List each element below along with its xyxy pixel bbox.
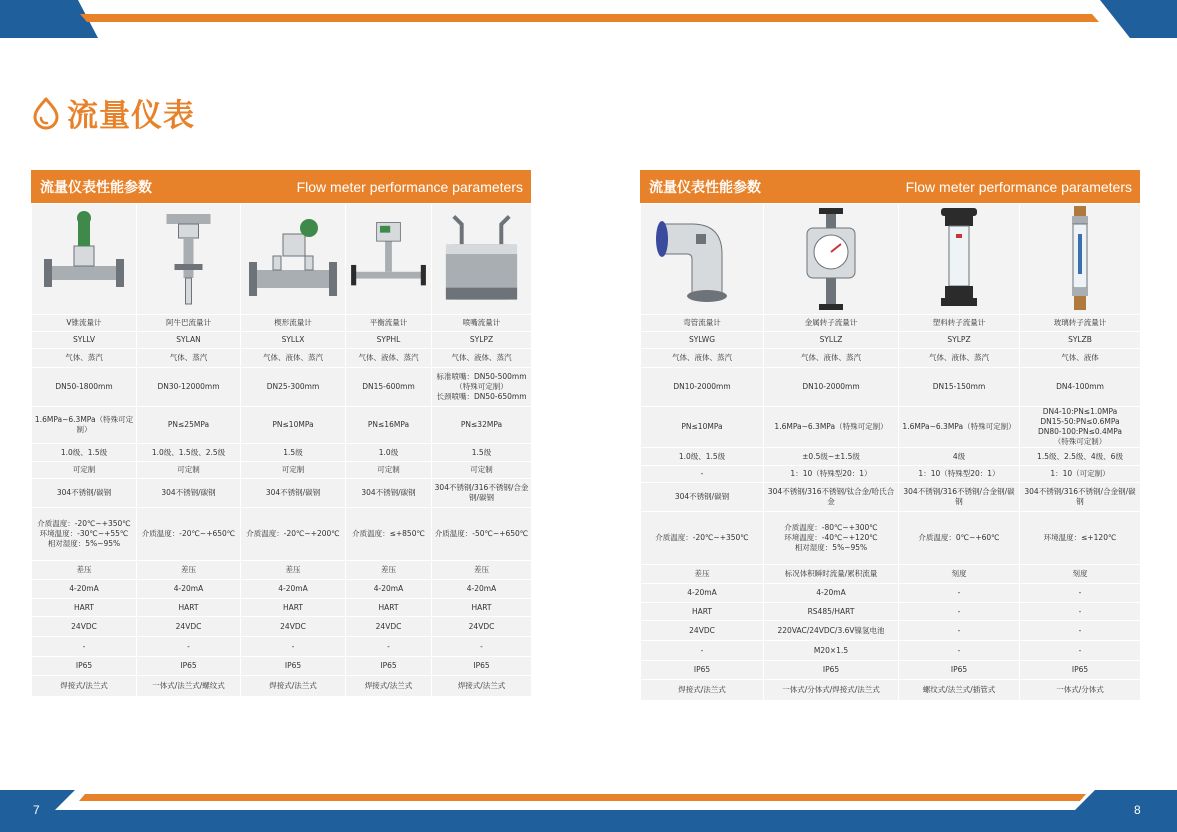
spec-cell: PN≤10MPa <box>241 407 346 444</box>
spec-cell: 焊接式/法兰式 <box>32 676 137 697</box>
header-english-title: Flow meter performance parameters <box>296 178 523 195</box>
spec-row <box>32 561 532 580</box>
spec-cell: - <box>137 637 241 657</box>
spec-cell: 1.0级、1.5级 <box>32 444 137 462</box>
product-image-cell <box>346 204 432 315</box>
spec-cell: RS485/HART <box>764 603 899 621</box>
spec-cell: 304不锈钢/316不锈钢/合金钢/碳钢 <box>899 483 1020 512</box>
spec-row <box>641 332 1141 349</box>
spec-cell: 差压 <box>432 561 532 580</box>
spec-cell: SYLZB <box>1020 332 1141 349</box>
spec-cell: 喷嘴流量计 <box>432 315 532 332</box>
spec-cell: - <box>1020 584 1141 603</box>
spec-cell: - <box>899 584 1020 603</box>
spec-row <box>641 584 1141 603</box>
spec-row <box>32 637 532 657</box>
spec-cell: - <box>32 637 137 657</box>
metal-rotameter-image <box>764 204 898 314</box>
spec-cell: 差压 <box>346 561 432 580</box>
spec-row <box>32 407 532 444</box>
spec-cell: 介质温度：-20℃~+350℃ 环境温度：-30℃~+55℃ 相对湿度：5%~95% <box>32 508 137 561</box>
spec-cell: 1.6MPa~6.3MPa（特殊可定制） <box>32 407 137 444</box>
spec-cell: 焊接式/法兰式 <box>346 676 432 697</box>
right-parameter-panel <box>640 170 1140 701</box>
spec-cell: IP65 <box>1020 661 1141 680</box>
spec-row <box>641 603 1141 621</box>
spec-cell: 4级 <box>899 448 1020 466</box>
spec-cell: 220VAC/24VDC/3.6V镍氢电池 <box>764 621 899 641</box>
v-cone-flowmeter-image <box>32 204 136 314</box>
water-drop-icon <box>30 96 62 130</box>
product-image-row <box>32 204 532 315</box>
spec-cell: 玻璃转子流量计 <box>1020 315 1141 332</box>
spec-cell: IP65 <box>432 657 532 676</box>
section-title <box>30 90 195 135</box>
spec-cell: 焊接式/法兰式 <box>241 676 346 697</box>
spec-cell: DN15-150mm <box>899 368 1020 407</box>
wedge-flowmeter-image <box>241 204 345 314</box>
spec-row <box>32 508 532 561</box>
spec-cell: - <box>899 603 1020 621</box>
spec-cell: 螺纹式/法兰式/插管式 <box>899 680 1020 701</box>
spec-cell: 焊接式/法兰式 <box>641 680 764 701</box>
spec-cell: 4-20mA <box>346 580 432 599</box>
spec-cell: IP65 <box>641 661 764 680</box>
spec-cell: 可定制 <box>32 462 137 479</box>
spec-cell: 楔形流量计 <box>241 315 346 332</box>
spec-row <box>32 580 532 599</box>
spec-cell: PN≤32MPa <box>432 407 532 444</box>
spec-cell: 金属转子流量计 <box>764 315 899 332</box>
spec-cell: 焊接式/法兰式 <box>432 676 532 697</box>
spec-cell: 阿牛巴流量计 <box>137 315 241 332</box>
spec-cell: 介质温度：0℃~+60℃ <box>899 512 1020 565</box>
spec-cell: - <box>1020 603 1141 621</box>
spec-cell: 1：10（可定制） <box>1020 466 1141 483</box>
spec-cell: 可定制 <box>432 462 532 479</box>
spec-cell: IP65 <box>137 657 241 676</box>
spec-cell: PN≤10MPa <box>641 407 764 448</box>
spec-cell: DN15-600mm <box>346 368 432 407</box>
spec-row <box>641 483 1141 512</box>
spec-row <box>641 315 1141 332</box>
spec-cell: 环境温度：≤+120℃ <box>1020 512 1141 565</box>
spec-cell: HART <box>32 599 137 617</box>
spec-cell: 气体、液体、蒸汽 <box>241 349 346 368</box>
glass-rotameter-image <box>1020 204 1140 314</box>
page-number-left: 7 <box>33 803 40 817</box>
spec-row <box>641 466 1141 483</box>
spec-cell: 1：10（特殊型20：1） <box>764 466 899 483</box>
spec-cell: - <box>1020 621 1141 641</box>
spec-cell: 1.5级 <box>432 444 532 462</box>
spec-cell: 24VDC <box>137 617 241 637</box>
spec-cell: 气体、液体、蒸汽 <box>764 349 899 368</box>
spec-row <box>32 676 532 697</box>
spec-cell: 304不锈钢/碳钢 <box>32 479 137 508</box>
spec-cell: 1.5级 <box>241 444 346 462</box>
spec-cell: 可定制 <box>346 462 432 479</box>
spec-row <box>32 657 532 676</box>
spec-cell: 平衡流量计 <box>346 315 432 332</box>
spec-cell: SYPHL <box>346 332 432 349</box>
spec-cell: 介质温度：-20℃~+200℃ <box>241 508 346 561</box>
spec-cell: 塑料转子流量计 <box>899 315 1020 332</box>
spec-cell: V锥流量计 <box>32 315 137 332</box>
product-image-cell <box>241 204 346 315</box>
header-english-title: Flow meter performance parameters <box>905 178 1132 195</box>
spec-cell: 介质温度：-20℃~+350℃ <box>641 512 764 565</box>
spec-row <box>32 444 532 462</box>
spec-cell: 一体式/分体式/焊接式/法兰式 <box>764 680 899 701</box>
spec-cell: 可定制 <box>241 462 346 479</box>
spec-cell: DN4-100mm <box>1020 368 1141 407</box>
left-spec-table <box>31 203 532 697</box>
spec-cell: 304不锈钢/316不锈钢/合金钢/碳钢 <box>1020 483 1141 512</box>
spec-row <box>32 462 532 479</box>
spec-cell: 气体、蒸汽 <box>137 349 241 368</box>
spec-cell: DN50-1800mm <box>32 368 137 407</box>
left-panel-header <box>31 170 531 203</box>
spec-cell: 差压 <box>32 561 137 580</box>
product-image-cell <box>764 204 899 315</box>
spec-cell: - <box>346 637 432 657</box>
spec-cell: 304不锈钢/碳钢 <box>241 479 346 508</box>
spec-cell: - <box>1020 641 1141 661</box>
left-parameter-panel <box>31 170 531 697</box>
spec-cell: SYLLV <box>32 332 137 349</box>
spec-cell: 1.6MPa~6.3MPa（特殊可定制） <box>764 407 899 448</box>
spec-cell: - <box>899 621 1020 641</box>
spec-cell: 304不锈钢/碳钢 <box>137 479 241 508</box>
elbow-flowmeter-image <box>641 204 763 314</box>
spec-row <box>641 349 1141 368</box>
spec-cell: 介质温度：-20℃~+650℃ <box>137 508 241 561</box>
product-image-cell <box>641 204 764 315</box>
spec-cell: 304不锈钢/316不锈钢/合金钢/碳钢 <box>432 479 532 508</box>
spec-cell: IP65 <box>899 661 1020 680</box>
spec-cell: 1.0级、1.5级、2.5级 <box>137 444 241 462</box>
spec-cell: M20×1.5 <box>764 641 899 661</box>
spec-cell: HART <box>137 599 241 617</box>
spec-cell: 1.0级、1.5级 <box>641 448 764 466</box>
spec-cell: 刻度 <box>899 565 1020 584</box>
plastic-rotameter-image <box>899 204 1019 314</box>
spec-row <box>32 599 532 617</box>
spec-cell: HART <box>346 599 432 617</box>
spec-cell: 气体、液体、蒸汽 <box>641 349 764 368</box>
spec-cell: 差压 <box>137 561 241 580</box>
spec-cell: PN≤25MPa <box>137 407 241 444</box>
spec-cell: 差压 <box>641 565 764 584</box>
spec-cell: - <box>432 637 532 657</box>
spec-cell: 刻度 <box>1020 565 1141 584</box>
spec-cell: - <box>641 641 764 661</box>
spec-cell: 4-20mA <box>641 584 764 603</box>
top-decorative-band <box>0 0 1177 38</box>
spec-cell: SYLAN <box>137 332 241 349</box>
spec-row <box>32 315 532 332</box>
spec-cell: ±0.5级~±1.5级 <box>764 448 899 466</box>
spec-row <box>641 368 1141 407</box>
spec-row <box>641 448 1141 466</box>
spec-cell: 气体、液体、蒸汽 <box>432 349 532 368</box>
spec-cell: 24VDC <box>32 617 137 637</box>
spec-cell: 气体、液体 <box>1020 349 1141 368</box>
spec-row <box>641 512 1141 565</box>
spec-cell: 可定制 <box>137 462 241 479</box>
spec-cell: 弯管流量计 <box>641 315 764 332</box>
spec-cell: 1.0级 <box>346 444 432 462</box>
spec-cell: 4-20mA <box>32 580 137 599</box>
spec-row <box>32 617 532 637</box>
spec-cell: 介质温度：-50℃~+650℃ <box>432 508 532 561</box>
spec-cell: SYLLZ <box>764 332 899 349</box>
spec-cell: 气体、液体、蒸汽 <box>899 349 1020 368</box>
spec-row <box>641 680 1141 701</box>
spec-cell: 介质温度：-80℃~+300℃ 环境温度：-40℃~+120℃ 相对湿度：5%~95% <box>764 512 899 565</box>
spec-cell: 1：10（特殊型20：1） <box>899 466 1020 483</box>
spec-cell: 标准喷嘴：DN50-500mm （特殊可定制） 长颈喷嘴：DN50-650mm <box>432 368 532 407</box>
spec-cell: 4-20mA <box>241 580 346 599</box>
spec-cell: 304不锈钢/316不锈钢/钛合金/哈氏合金 <box>764 483 899 512</box>
spec-cell: 介质温度：≤+850℃ <box>346 508 432 561</box>
spec-row <box>32 349 532 368</box>
product-image-cell <box>432 204 532 315</box>
spec-cell: 24VDC <box>641 621 764 641</box>
spec-cell: IP65 <box>32 657 137 676</box>
spec-row <box>641 565 1141 584</box>
spec-cell: DN4-10:PN≤1.0MPa DN15-50:PN≤0.6MPa DN80-100:PN≤0.4MPa （特殊可定制） <box>1020 407 1141 448</box>
bottom-decorative-band <box>0 790 1177 832</box>
spec-cell: IP65 <box>346 657 432 676</box>
spec-cell: SYLWG <box>641 332 764 349</box>
spec-cell: 4-20mA <box>137 580 241 599</box>
product-image-row <box>641 204 1141 315</box>
spec-cell: 一体式/法兰式/螺纹式 <box>137 676 241 697</box>
spec-cell: DN25-300mm <box>241 368 346 407</box>
spec-cell: 差压 <box>241 561 346 580</box>
spec-cell: HART <box>241 599 346 617</box>
spec-cell: IP65 <box>764 661 899 680</box>
spec-cell: SYLLX <box>241 332 346 349</box>
spec-cell: - <box>241 637 346 657</box>
balance-flowmeter-image <box>346 204 431 314</box>
page-title: 流量仪表 <box>67 98 195 134</box>
spec-cell: 24VDC <box>241 617 346 637</box>
spec-cell: 304不锈钢/碳钢 <box>641 483 764 512</box>
header-chinese-title: 流量仪表性能参数 <box>40 179 152 196</box>
spec-cell: 气体、蒸汽 <box>32 349 137 368</box>
spec-row <box>32 368 532 407</box>
product-image-cell <box>1020 204 1141 315</box>
spec-row <box>641 661 1141 680</box>
spec-cell: 24VDC <box>432 617 532 637</box>
spec-cell: 4-20mA <box>432 580 532 599</box>
spec-row <box>641 641 1141 661</box>
nozzle-flowmeter-image <box>432 204 531 314</box>
spec-cell: DN30-12000mm <box>137 368 241 407</box>
spec-cell: 1.5级、2.5级、4级、6级 <box>1020 448 1141 466</box>
page-number-right: 8 <box>1134 803 1141 817</box>
spec-cell: SYLPZ <box>899 332 1020 349</box>
spec-cell: 304不锈钢/碳钢 <box>346 479 432 508</box>
spec-cell: 气体、液体、蒸汽 <box>346 349 432 368</box>
spec-cell: IP65 <box>241 657 346 676</box>
spec-cell: DN10-2000mm <box>641 368 764 407</box>
spec-cell: 标况体积瞬时流量/累积流量 <box>764 565 899 584</box>
spec-row <box>32 479 532 508</box>
spec-row <box>641 621 1141 641</box>
product-image-cell <box>32 204 137 315</box>
spec-row <box>32 332 532 349</box>
spec-cell: 24VDC <box>346 617 432 637</box>
spec-cell: 1.6MPa~6.3MPa（特殊可定制） <box>899 407 1020 448</box>
spec-cell: 4-20mA <box>764 584 899 603</box>
right-spec-table <box>640 203 1141 701</box>
spec-cell: HART <box>432 599 532 617</box>
spec-cell: - <box>641 466 764 483</box>
product-image-cell <box>137 204 241 315</box>
spec-cell: PN≤16MPa <box>346 407 432 444</box>
header-chinese-title: 流量仪表性能参数 <box>649 179 761 196</box>
product-image-cell <box>899 204 1020 315</box>
annubar-flowmeter-image <box>137 204 240 314</box>
spec-cell: 一体式/分体式 <box>1020 680 1141 701</box>
spec-cell: - <box>899 641 1020 661</box>
spec-cell: HART <box>641 603 764 621</box>
spec-row <box>641 407 1141 448</box>
spec-cell: SYLPZ <box>432 332 532 349</box>
spec-cell: DN10-2000mm <box>764 368 899 407</box>
right-panel-header <box>640 170 1140 203</box>
